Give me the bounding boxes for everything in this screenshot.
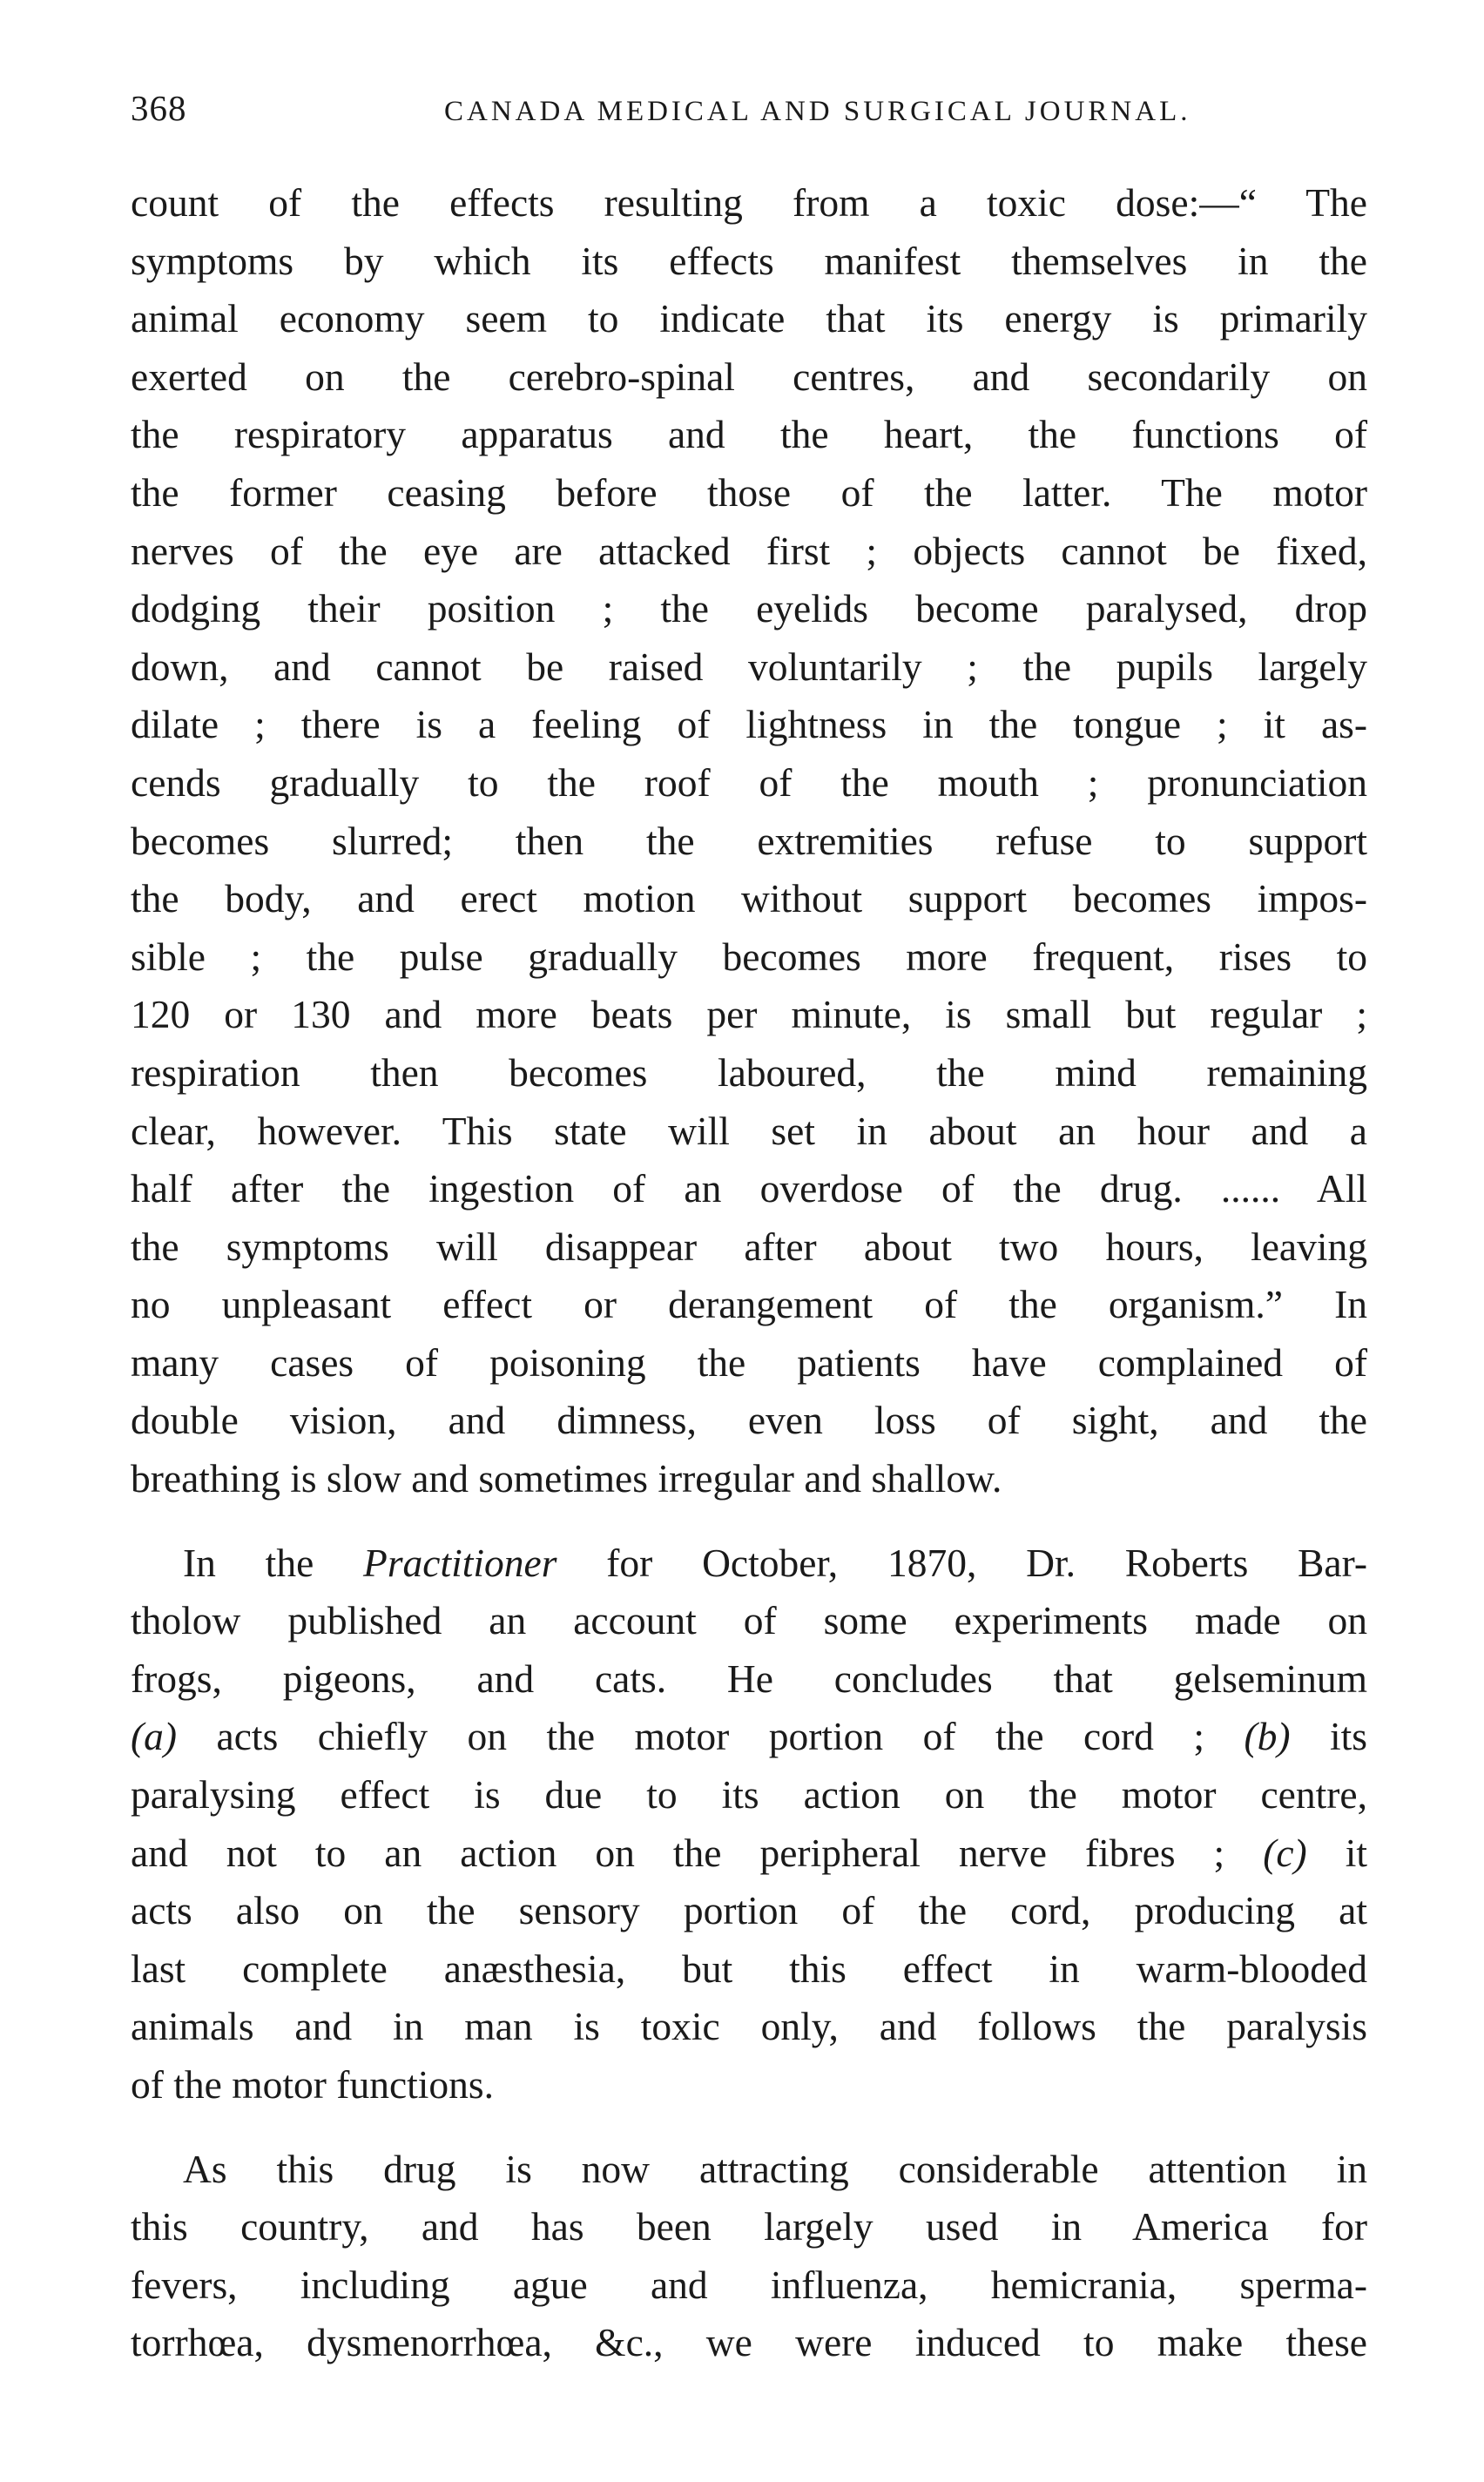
text-line: the symptoms will disappear after about two hours, leaving xyxy=(131,1224,1367,1269)
text-line: dilate ; there is a feeling of lightness in the tongue ; it as- xyxy=(131,702,1367,747)
text-line xyxy=(131,1534,1367,1593)
text-line: half after the ingestion of an overdose of the drug. ...... All xyxy=(131,1166,1367,1211)
text-line: double vision, and dimness, even loss of sight, and the xyxy=(131,1398,1367,1443)
running-head xyxy=(131,87,1367,139)
text-run: acts chiefly on the motor portion of the cord ; xyxy=(177,1714,1245,1759)
text-run: In the xyxy=(183,1540,364,1585)
list-marker-a: (a) xyxy=(131,1714,178,1759)
text-line: acts also on the sensory portion of the cord, producing at xyxy=(131,1888,1367,1933)
text-line: symptoms by which its effects manifest themselves in the xyxy=(131,238,1367,283)
text-line: last complete anæsthesia, but this effect in warm-blooded xyxy=(131,1946,1367,1991)
text-line: respiration then becomes laboured, the mind remaining xyxy=(131,1049,1367,1095)
text-run: it xyxy=(1306,1830,1367,1875)
text-line: the respiratory apparatus and the heart, the functions of xyxy=(131,412,1367,457)
text-line: sible ; the pulse gradually becomes more frequent, rises to xyxy=(131,934,1367,979)
text-line: dodging their position ; the eyelids become paralysed, drop xyxy=(131,586,1367,631)
text-line: this country, and has been largely used in America for xyxy=(131,2204,1367,2249)
text-line: of the motor functions. xyxy=(131,2062,495,2107)
text-line: nerves of the eye are attacked first ; objects cannot be fixed, xyxy=(131,528,1367,573)
text-line: the body, and erect motion without support becomes impos- xyxy=(131,876,1367,921)
text-line xyxy=(131,1824,1367,1883)
text-line: As this drug is now attracting considerable attention in xyxy=(183,2146,1367,2191)
paragraph-3 xyxy=(131,2141,1367,2372)
text-line xyxy=(131,1708,1367,1766)
text-line: tholow published an account of some experiments made on xyxy=(131,1598,1367,1643)
text-line: becomes slurred; then the extremities refuse to support xyxy=(131,818,1367,863)
journal-title: CANADA MEDICAL AND SURGICAL JOURNAL. xyxy=(444,96,1191,127)
text-line: cends gradually to the roof of the mouth ; pronunciation xyxy=(131,759,1367,805)
text-line: no unpleasant effect or derangement of the organism.” In xyxy=(131,1282,1367,1327)
page-number: 368 xyxy=(131,88,187,128)
text-line: down, and cannot be raised voluntarily ; the pupils largely xyxy=(131,644,1367,689)
list-marker-c: (c) xyxy=(1263,1830,1307,1875)
text-line: fevers, including ague and influenza, hemicrania, sperma- xyxy=(131,2262,1367,2307)
text-run: and not to an action on the peripheral nerve fibres ; xyxy=(131,1830,1264,1875)
text-line: many cases of poisoning the patients have complained of xyxy=(131,1339,1367,1385)
text-line: the former ceasing before those of the latter. The motor xyxy=(131,469,1367,515)
text-line: count of the effects resulting from a toxic dose:—“ The xyxy=(131,180,1367,225)
journal-name-italic: Practitioner xyxy=(363,1540,557,1585)
journal-page xyxy=(131,87,1367,2372)
text-line: torrhœa, dysmenorrhœa, &c., we were induced to make these xyxy=(131,2320,1367,2365)
text-line: 120 or 130 and more beats per minute, is small but regular ; xyxy=(131,992,1367,1037)
text-line: clear, however. This state will set in about an hour and a xyxy=(131,1108,1367,1153)
text-run: its xyxy=(1290,1714,1367,1759)
text-line: animals and in man is toxic only, and follows the paralysis xyxy=(131,2004,1367,2049)
paragraph-2 xyxy=(131,1534,1367,2114)
list-marker-b: (b) xyxy=(1244,1714,1291,1759)
text-run: for October, 1870, Dr. Roberts Bar- xyxy=(556,1540,1367,1585)
text-line: exerted on the cerebro-spinal centres, and secondarily on xyxy=(131,354,1367,399)
text-line: breathing is slow and sometimes irregular and shallow. xyxy=(131,1456,1002,1501)
text-line: frogs, pigeons, and cats. He concludes that gelseminum xyxy=(131,1656,1367,1701)
text-line: animal economy seem to indicate that its energy is primarily xyxy=(131,296,1367,341)
text-line: paralysing effect is due to its action on the motor centre, xyxy=(131,1772,1367,1818)
paragraph-1 xyxy=(131,174,1367,1508)
